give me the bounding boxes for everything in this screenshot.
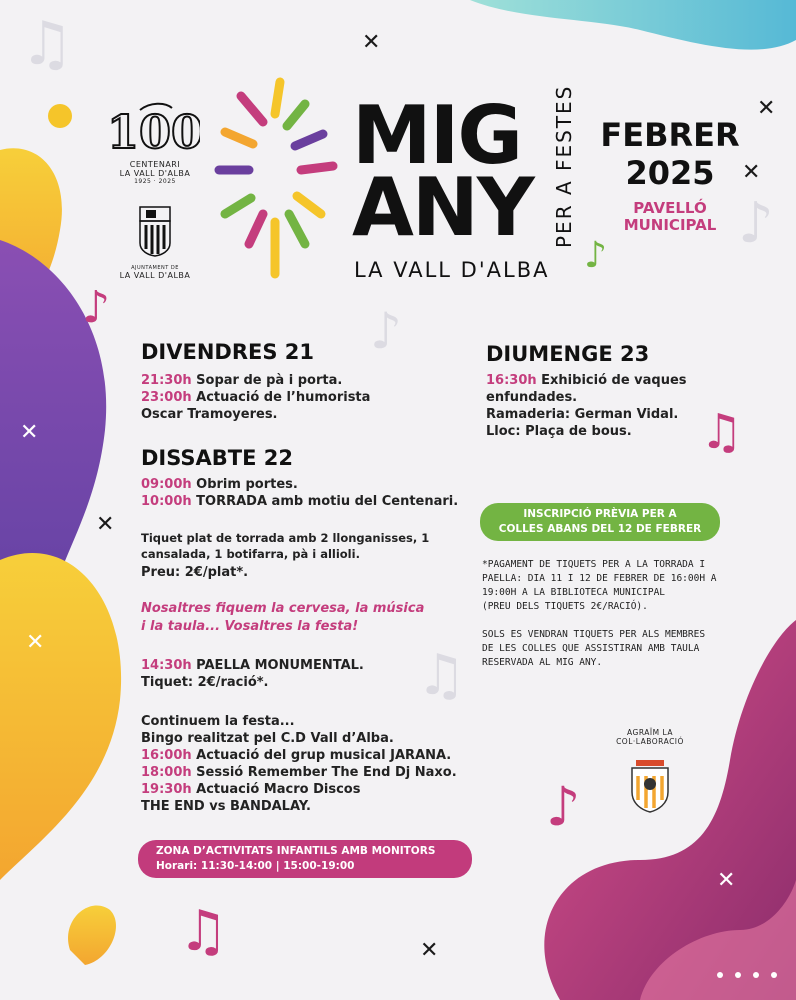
- evening-block: [141, 713, 457, 815]
- payment-note: *PAGAMENT DE TIQUETS PER A LA TORRADA I PAELLA: DIA 11 I 12 DE FEBRER DE 16:00H A 19:00H A LA BIBLIOTECA MUNICIPAL (PREU DELS TIQUETS 2€/RACIÓ).: [482, 559, 717, 612]
- evening-item: THE END vs BANDALAY.: [141, 799, 311, 814]
- registration-line1: INSCRIPCIÓ PRÈVIA PER A: [523, 508, 677, 520]
- paella-item: 14:30h PAELLA MONUMENTAL.: [141, 658, 364, 673]
- saturday-list: [141, 476, 458, 510]
- registration-line2: COLLES ABANS DEL 12 DE FEBRER: [498, 523, 702, 535]
- centenari-line1: CENTENARI: [129, 160, 181, 169]
- x-mark-icon: ✕: [96, 512, 115, 537]
- svg-text:100: 100: [110, 105, 200, 156]
- friday-list: [141, 372, 370, 423]
- music-note-icon: ♪: [82, 282, 111, 333]
- slogan: Nosaltres fiquem la cervesa, la música i la taula... Vosaltres la festa!: [141, 601, 425, 634]
- friday-item: Oscar Tramoyeres.: [141, 407, 278, 422]
- evening-item: 19:30h Actuació Macro Discos: [141, 782, 361, 797]
- yellow-blob-left: [0, 553, 121, 880]
- sunday-title: DIUMENGE 23: [486, 342, 650, 366]
- evening-item: 16:00h Actuació del grup musical JARANA.: [141, 748, 452, 763]
- x-mark-icon: ✕: [362, 30, 381, 55]
- ajuntament-line1: AJUNTAMENT DE: [131, 265, 179, 271]
- torrada-price: Preu: 2€/plat*.: [141, 565, 249, 580]
- sponsor-line1: AGRAÏM LA: [627, 728, 673, 737]
- year: 2025: [625, 154, 715, 192]
- saturday-title: DISSABTE 22: [141, 446, 294, 470]
- torrada-description: Tiquet plat de torrada amb 2 llonganisses, 1 cansalada, 1 botifarra, pà i allioli. Preu: 2€/plat*.: [141, 531, 430, 580]
- yellow-drop: [68, 906, 116, 965]
- friday-title: DIVENDRES 21: [141, 340, 315, 364]
- kids-zone-title: ZONA D’ACTIVITATS INFANTILS AMB MONITORS: [156, 845, 436, 857]
- teal-blob: [470, 0, 796, 50]
- ajuntament-line2: LA VALL D'ALBA: [119, 271, 191, 280]
- sponsor-block: [600, 728, 700, 818]
- sunday-list: [486, 372, 687, 440]
- title-any: ANY: [352, 161, 533, 254]
- saturday-item: 09:00h Obrim portes.: [141, 477, 298, 492]
- ajuntament-logo: [110, 205, 200, 280]
- title-mig: MIG: [352, 89, 522, 182]
- paella-block: [141, 657, 364, 691]
- sunday-item: 16:30h Exhibició de vaques: [486, 373, 687, 388]
- town-shield-icon: [110, 205, 200, 257]
- continue-title: Continuem la festa...: [141, 714, 295, 729]
- centenari-line2: LA VALL D'ALBA: [119, 169, 191, 178]
- members-note: SOLS ES VENDRAN TIQUETS PER ALS MEMBRES DE LES COLLES QUE ASSISTIRAN AMB TAULA RESERVADA AL MIG ANY.: [482, 629, 706, 668]
- music-note-icon: ♫: [416, 643, 467, 708]
- sunday-item: Lloc: Plaça de bous.: [486, 424, 632, 439]
- saturday-item: 10:00h TORRADA amb motiu del Centenari.: [141, 494, 459, 509]
- sunday-item: enfundades.: [486, 390, 578, 405]
- centenari-emblem-icon: [110, 100, 200, 156]
- date-block: [600, 116, 740, 234]
- town-name: LA VALL D'ALBA: [354, 258, 550, 282]
- x-mark-icon: ✕: [757, 96, 776, 121]
- music-note-icon: ♫: [178, 899, 229, 964]
- x-mark-icon: ✕: [26, 630, 45, 655]
- club-crest-icon: [600, 758, 700, 818]
- friday-item: 23:00h Actuació de l’humorista: [141, 390, 371, 405]
- sunday-item: Ramaderia: German Vidal.: [486, 407, 679, 422]
- kids-zone-banner: [138, 840, 472, 878]
- friday-item: 21:30h Sopar de pà i porta.: [141, 373, 343, 388]
- registration-banner: [480, 503, 720, 541]
- centenari-years: 1925 · 2025: [134, 178, 176, 185]
- music-note-icon: ♪: [738, 191, 774, 256]
- venue-line2: MUNICIPAL: [623, 216, 717, 234]
- sunburst-icon: [205, 74, 345, 289]
- music-note-icon: ♫: [20, 9, 74, 79]
- paella-price: Tiquet: 2€/ració*.: [141, 675, 269, 690]
- sponsor-line2: COL·LABORACIÓ: [616, 737, 684, 746]
- x-mark-icon: ✕: [20, 420, 39, 445]
- month: FEBRER: [600, 116, 740, 154]
- vertical-subtitle: PER A FESTES: [552, 84, 576, 248]
- kids-zone-hours: Horari: 11:30-14:00 | 15:00-19:00: [156, 860, 355, 872]
- music-note-icon: ♪: [584, 235, 607, 276]
- venue-line1: PAVELLÓ: [633, 199, 707, 217]
- music-note-icon: ♫: [700, 404, 744, 460]
- x-mark-icon: ✕: [717, 868, 736, 893]
- centenari-logo: [110, 100, 200, 185]
- evening-item: 18:00h Sessió Remember The End Dj Naxo.: [141, 765, 457, 780]
- music-note-icon: ♪: [546, 775, 581, 838]
- x-mark-icon: ✕: [742, 160, 761, 185]
- yellow-dot: [48, 104, 72, 128]
- x-mark-icon: ✕: [420, 938, 439, 963]
- music-note-icon: ♪: [370, 302, 402, 360]
- bingo: Bingo realitzat pel C.D Vall d’Alba.: [141, 731, 394, 746]
